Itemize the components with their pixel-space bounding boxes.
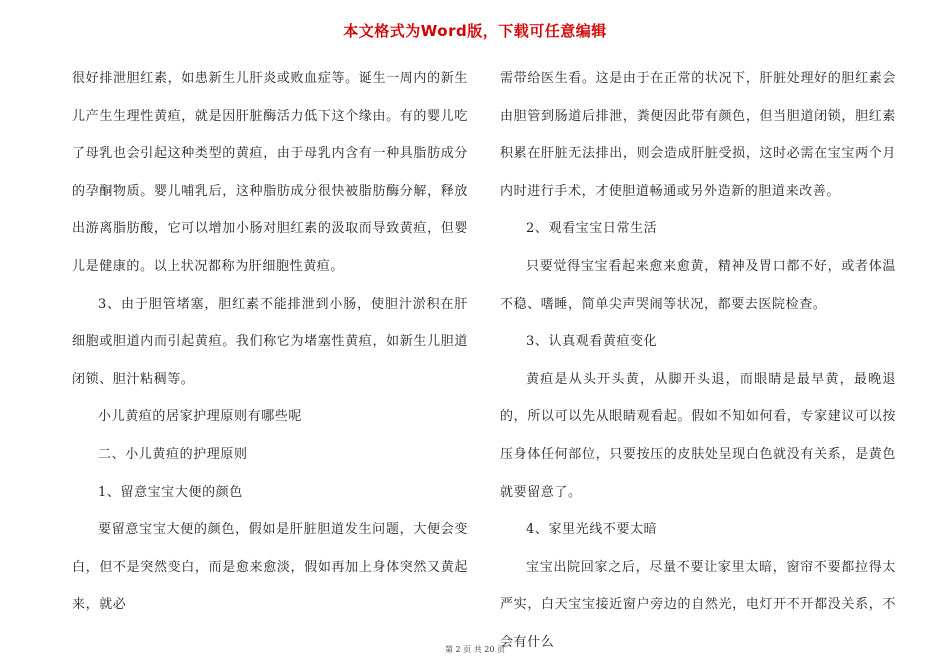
- subsection-heading: 2、观看宝宝日常生活: [526, 221, 658, 237]
- paragraph: 要留意宝宝大便的颜色，假如是肝脏胆道发生问题，大便会变白，但不是突然变白，而是愈来愈淡，假如再加上身体突然又黄起来，就必: [72, 522, 468, 613]
- paragraph: 很好排泄胆红素，如患新生儿肝炎或败血症等。诞生一周内的新生儿产生生理性黄疸，就是因肝脏酶活力低下这个缘由。有的婴儿吃了母乳也会引起这种类型的黄疸，由于母乳内含有一种具脂肪成分的孕酮物质。婴儿哺乳后，这种脂肪成分很快被脂肪酶分解，释放出游离脂肪酸，它可以增加小肠对胆红素的汲取而导致黄疸，但婴儿是健康的。以上状况都称为肝细胞性黄疸。: [72, 71, 468, 274]
- paragraph: 小儿黄疸的居家护理原则有哪些呢: [98, 409, 303, 425]
- document-banner: 本文格式为Word版，下载可任意编辑: [343, 22, 607, 40]
- section-heading: 二、小儿黄疸的护理原则: [98, 446, 248, 462]
- paragraph: 需带给医生看。这是由于在正常的状况下，肝脏处理好的胆红素会由胆管到肠道后排泄，粪便因此带有颜色，但当胆道闭锁，胆红素积累在肝脏无法排出，则会造成肝脏受损，这时必需在宝宝两个月内时进行手术，才使胆道畅通或另外造新的胆道来改善。: [500, 71, 896, 199]
- paragraph: 黄疸是从头开头黄，从脚开头退，而眼睛是最早黄，最晚退的，所以可以先从眼睛观看起。假如不知如何看，专家建议可以按压身体任何部位，只要按压的皮肤处呈现白色就没有关系，是黄色就要留意了。: [500, 371, 896, 500]
- subsection-heading: 1、留意宝宝大便的颜色: [98, 484, 243, 500]
- right-text-column: [500, 60, 896, 662]
- page-number: 第 2 页 共 20 页: [445, 645, 505, 654]
- subsection-heading: 4、家里光线不要太暗: [526, 522, 658, 538]
- paragraph: 宝宝出院回家之后，尽量不要让家里太暗，窗帘不要都拉得太严实，白天宝宝接近窗户旁边的自然光，电灯开不开都没关系，不会有什么: [500, 559, 896, 650]
- paragraph: 3、由于胆管堵塞，胆红素不能排泄到小肠，使胆汁淤积在肝细胞或胆道内而引起黄疸。我们称它为堵塞性黄疸，如新生儿胆道闭锁、胆汁粘稠等。: [72, 296, 468, 387]
- paragraph: 只要觉得宝宝看起来愈来愈黄，精神及胃口都不好，或者体温不稳、嗜睡，简单尖声哭闹等状况，都要去医院检查。: [500, 258, 896, 312]
- subsection-heading: 3、认真观看黄疸变化: [526, 334, 658, 350]
- left-text-column: [72, 60, 468, 624]
